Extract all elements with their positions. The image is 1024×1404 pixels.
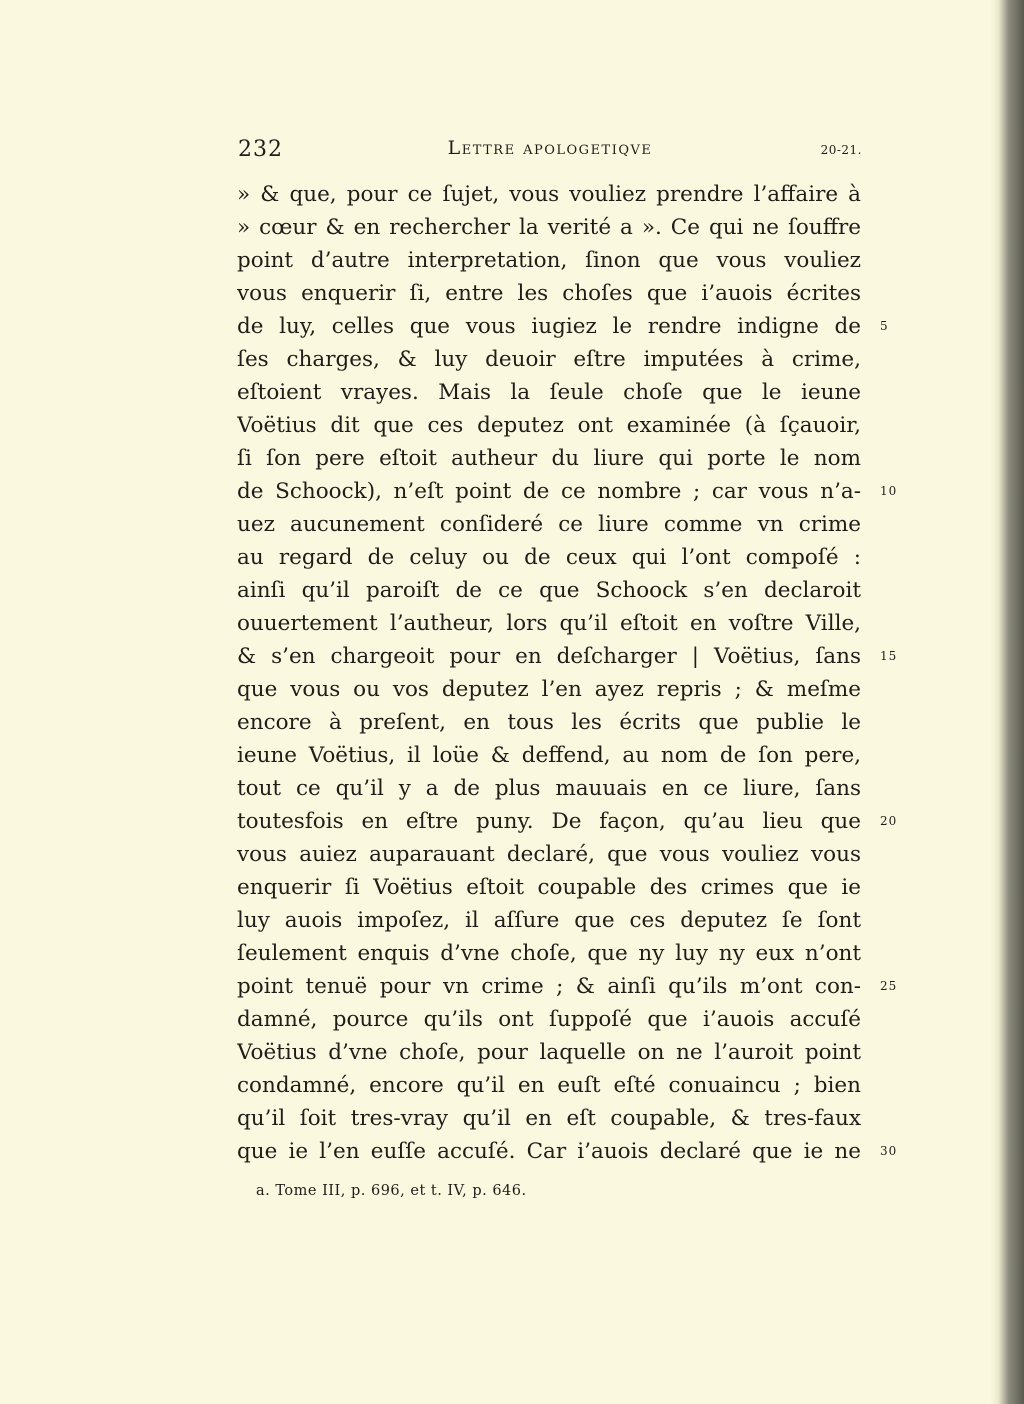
text-line: de luy, celles que vous iugiez le rendre indigne de [237,314,861,339]
line-number-5: 5 [880,319,889,333]
text-line: Voëtius dit que ces deputez ont examinée (à ſçauoir, [237,413,861,438]
text-line: au regard de celuy ou de ceux qui l’ont compoſé : [237,545,861,570]
text-line: » cœur & en rechercher la verité a ». Ce qui ne ſouffre [237,215,861,240]
text-line: qu’il ſoit tres-vray qu’il en eſt coupable, & tres-faux [237,1106,861,1131]
text-line: condamné, encore qu’il en euſt eſté conuaincu ; bien [237,1073,861,1098]
text-line: tout ce qu’il y a de plus mauuais en ce liure, ſans [237,776,861,801]
text-line: que ie l’en euſſe accuſé. Car i’auois declaré que ie ne [237,1139,861,1164]
text-line: enquerir ſi Voëtius eſtoit coupable des crimes que ie [237,875,861,900]
text-line: vous enquerir ſi, entre les choſes que i’auois écrites [237,281,861,306]
text-line: damné, pource qu’ils ont ſuppoſé que i’auois accuſé [237,1007,861,1032]
text-line: ieune Voëtius, il loüe & deffend, au nom de ſon pere, [237,743,861,768]
line-number-20: 20 [880,814,898,828]
text-line: point tenuë pour vn crime ; & ainſi qu’ils m’ont con- [237,974,861,999]
text-line: ouuertement l’autheur, lors qu’il eſtoit en voſtre Ville, [237,611,861,636]
text-line: eſtoient vrayes. Mais la ſeule choſe que le ieune [237,380,861,405]
section-reference: 20-21. [820,143,862,157]
text-line: vous auiez auparauant declaré, que vous vouliez vous [237,842,861,867]
text-line: de Schoock), n’eſt point de ce nombre ; car vous n’a- [237,479,861,504]
text-line: ſes charges, & luy deuoir eſtre imputées à crime, [237,347,861,372]
text-line: encore à preſent, en tous les écrits que publie le [237,710,861,735]
page-number: 232 [238,137,283,162]
line-number-15: 15 [880,649,898,663]
line-number-25: 25 [880,979,898,993]
text-line: » & que, pour ce ſujet, vous vouliez prendre l’affaire à [237,182,861,207]
text-line: point d’autre interpretation, ſinon que vous vouliez [237,248,861,273]
text-line: ſeulement enquis d’vne choſe, que ny luy ny eux n’ont [237,941,861,966]
line-number-10: 10 [880,484,898,498]
text-line: que vous ou vos deputez l’en ayez repris ; & meſme [237,677,861,702]
text-line: ſi ſon pere eſtoit autheur du liure qui porte le nom [237,446,861,471]
footnote: a. Tome III, p. 696, et t. IV, p. 646. [256,1183,527,1199]
body-text [237,178,861,1168]
text-line: luy auois impoſez, il aſſure que ces deputez ſe ſont [237,908,861,933]
text-line: & s’en chargeoit pour en deſcharger | Voëtius, ſans [237,644,861,669]
page-edge-shadow [990,0,1024,1404]
text-line: uez aucunement conſideré ce liure comme vn crime [237,512,861,537]
text-line: Voëtius d’vne choſe, pour laquelle on ne l’auroit point [237,1040,861,1065]
line-number-30: 30 [880,1144,898,1158]
text-line: toutesfois en eſtre puny. De façon, qu’au lieu que [237,809,861,834]
running-title: Lettre apologetiqve [447,137,653,159]
page-header [238,137,862,167]
text-line: ainſi qu’il paroiſt de ce que Schoock s’en declaroit [237,578,861,603]
